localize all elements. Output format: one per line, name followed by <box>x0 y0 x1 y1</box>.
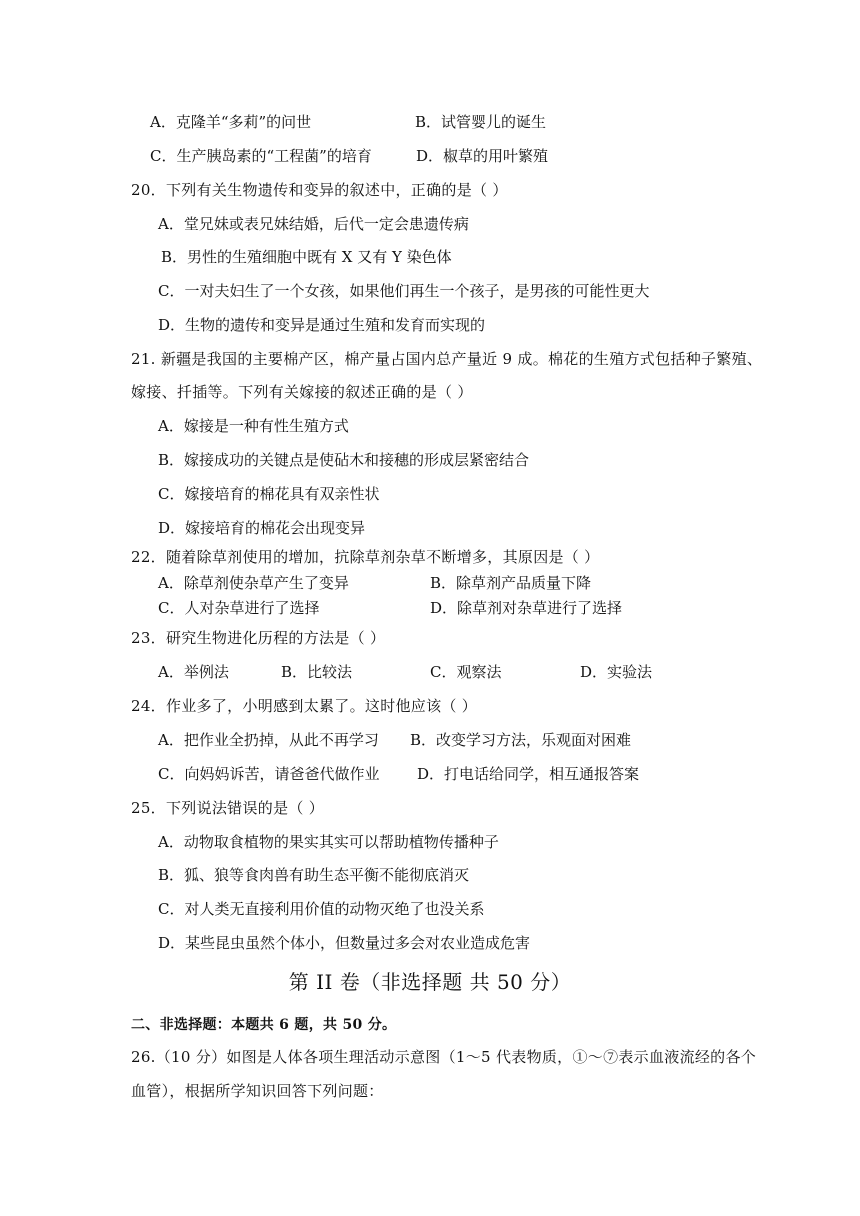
q26-stem-line2: 血管），根据所学知识回答下列问题： <box>131 1082 384 1100</box>
q25-option-a: A．动物取食植物的果实其实可以帮助植物传播种子 <box>158 833 499 851</box>
q25-stem: 25．下列说法错误的是（ ） <box>131 799 325 817</box>
q20-stem: 20．下列有关生物遗传和变异的叙述中，正确的是（ ） <box>131 181 508 199</box>
section-title: 第 II 卷（非选择题 共 50 分） <box>288 970 572 994</box>
q20-option-d: D．生物的遗传和变异是通过生殖和发育而实现的 <box>158 316 486 334</box>
q23-option-a: A．举例法 <box>158 663 229 681</box>
q21-option-d: D．嫁接培育的棉花会出现变异 <box>158 519 366 537</box>
q23-option-d: D．实验法 <box>580 663 653 681</box>
q24-option-a: A．把作业全扔掉，从此不再学习 <box>158 731 379 749</box>
q20-option-b: B．男性的生殖细胞中既有 X 又有 Y 染色体 <box>161 248 452 266</box>
q21-option-b: B．嫁接成功的关键点是使砧木和接穗的形成层紧密结合 <box>158 451 530 469</box>
q19-option-b: B．试管婴儿的诞生 <box>415 113 547 131</box>
q24-stem: 24．作业多了，小明感到太累了。这时他应该（ ） <box>131 697 478 715</box>
q24-option-d: D．打电话给同学，相互通报答案 <box>417 765 640 783</box>
section-heading: 二、非选择题：本题共 6 题，共 50 分。 <box>131 1017 397 1033</box>
q19-option-a: A．克隆羊“多莉”的问世 <box>150 113 312 131</box>
q24-option-b: B．改变学习方法，乐观面对困难 <box>410 731 632 749</box>
q19-option-c: C．生产胰岛素的“工程菌”的培育 <box>150 147 372 165</box>
q22-stem: 22．随着除草剂使用的增加，抗除草剂杂草不断增多，其原因是（ ） <box>131 548 600 566</box>
q23-option-b: B．比较法 <box>281 663 353 681</box>
q23-option-c: C．观察法 <box>430 663 502 681</box>
q19-option-d: D．椒草的用叶繁殖 <box>416 147 549 165</box>
q22-option-b: B．除草剂产品质量下降 <box>430 574 592 592</box>
q20-option-a: A．堂兄妹或表兄妹结婚，后代一定会患遗传病 <box>158 215 469 233</box>
q22-option-a: A．除草剂使杂草产生了变异 <box>158 574 349 592</box>
q22-option-c: C．人对杂草进行了选择 <box>158 599 320 617</box>
q23-stem: 23．研究生物进化历程的方法是（ ） <box>131 629 386 647</box>
q26-stem-line1: 26.（10 分）如图是人体各项生理活动示意图（1～5 代表物质，①～⑦表示血液流经的各个 <box>131 1048 757 1066</box>
q24-option-c: C．向妈妈诉苦，请爸爸代做作业 <box>158 765 380 783</box>
q21-option-c: C．嫁接培育的棉花具有双亲性状 <box>158 485 380 503</box>
q21-option-a: A．嫁接是一种有性生殖方式 <box>158 417 349 435</box>
q21-stem-line2: 嫁接、扦插等。下列有关嫁接的叙述正确的是（ ） <box>131 383 473 401</box>
q25-option-c: C．对人类无直接利用价值的动物灭绝了也没关系 <box>158 900 485 918</box>
q25-option-b: B．狐、狼等食肉兽有助生态平衡不能彻底消灭 <box>158 866 470 884</box>
q25-option-d: D．某些昆虫虽然个体小，但数量过多会对农业造成危害 <box>158 934 531 952</box>
q20-option-c: C．一对夫妇生了一个女孩，如果他们再生一个孩子，是男孩的可能性更大 <box>158 282 650 300</box>
q21-stem-line1: 21. 新疆是我国的主要棉产区，棉产量占国内总产量近 9 成。棉花的生殖方式包括种子繁殖、 <box>131 350 763 368</box>
q22-option-d: D．除草剂对杂草进行了选择 <box>430 599 623 617</box>
